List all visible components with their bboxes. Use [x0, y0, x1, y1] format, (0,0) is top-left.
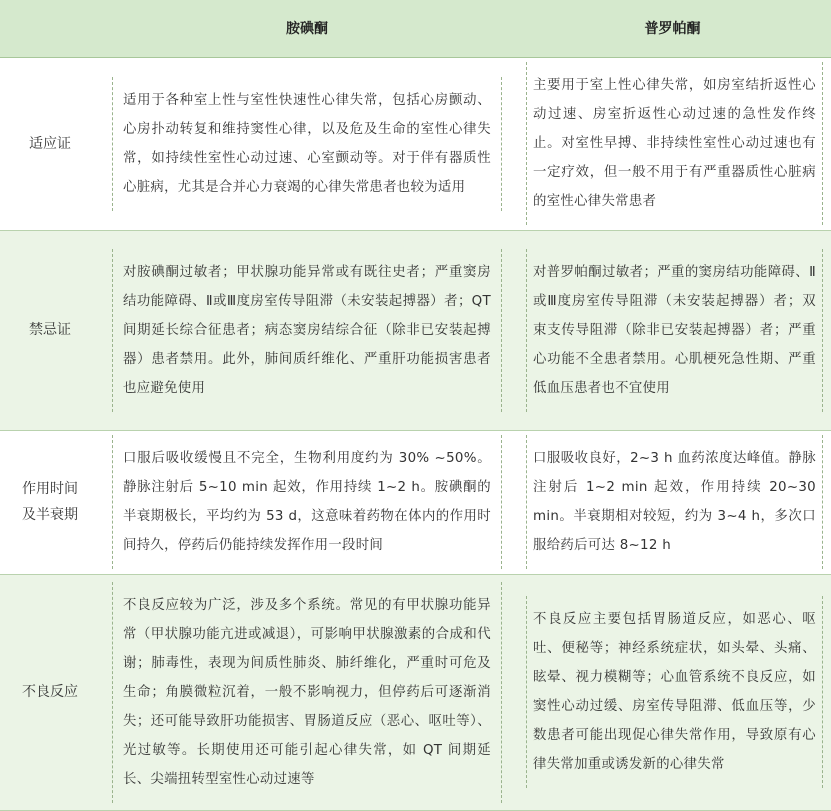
row-label: 适应证	[29, 135, 71, 152]
cell-text: 不良反应主要包括胃肠道反应，如恶心、呕吐、便秘等；神经系统症状，如头晕、头痛、眩晕、视力模糊等；心血管系统不良反应，如窦性心动过缓、房室传导阻滞、低血压等，少数患者可能出现促心律失常作用，导致原有心律失常加重或诱发新的心律失常	[526, 596, 823, 788]
header-drug-a: 胺碘酮	[100, 0, 514, 57]
drug-a-cell	[100, 430, 514, 574]
drug-a-cell	[100, 574, 514, 810]
row-label: 禁忌证	[29, 322, 71, 338]
table-row-indications	[0, 57, 831, 230]
cell-text: 口服吸收良好，2~3 h 血药浓度达峰值。静脉注射后 1~2 min 起效，作用持续 20~30 min。半衰期相对较短，约为 3~4 h，多次口服给药后可达 8~12 h	[526, 435, 823, 569]
drug-b-cell	[514, 230, 831, 430]
header-drug-b: 普罗帕酮	[514, 0, 831, 57]
drug-a-cell	[100, 230, 514, 430]
cell-text: 适用于各种室上性与室性快速性心律失常，包括心房颤动、心房扑动转复和维持窦性心律，以及危及生命的室性心律失常，如持续性室性心动过速、心室颤动等。对于伴有器质性心脏病，尤其是合并心力衰竭的心律失常患者也较为适用	[112, 77, 502, 211]
row-label: 不良反应	[22, 684, 78, 700]
cell-text: 不良反应较为广泛，涉及多个系统。常见的有甲状腺功能异常（甲状腺功能亢进或减退），可影响甲状腺激素的合成和代谢；肺毒性，表现为间质性肺炎、肺纤维化，严重时可危及生命；角膜微粒沉着，一般不影响视力，但停药后可逐渐消失；还可能导致肝功能损害、胃肠道反应（恶心、呕吐等）、光过敏等。长期使用还可能引起心律失常，如 QT 间期延长、尖端扭转型室性心动过速等	[112, 582, 502, 803]
drug-b-cell	[514, 57, 831, 230]
table-row-duration	[0, 430, 831, 574]
drug-b-cell	[514, 430, 831, 574]
table-row-contraindications	[0, 230, 831, 430]
cell-text: 主要用于室上性心律失常，如房室结折返性心动过速、房室折返性心动过速的急性发作终止。对室性早搏、非持续性室性心动过速也有一定疗效，但一般不用于有严重器质性心脏病的室性心律失常患者	[526, 62, 823, 225]
cell-text: 口服后吸收缓慢且不完全，生物利用度约为 30% ~50%。静脉注射后 5~10 min 起效，作用持续 1~2 h。胺碘酮的半衰期极长，平均约为 53 d，这意味着药物在体内的作用时间持久，停药后仍能持续发挥作用一段时间	[112, 435, 502, 569]
table-header-row	[0, 0, 831, 57]
row-label: 作用时间及半衰期	[22, 481, 78, 523]
drug-b-cell	[514, 574, 831, 810]
cell-text: 对胺碘酮过敏者；甲状腺功能异常或有既往史者；严重窦房结功能障碍、Ⅱ或Ⅲ度房室传导阻滞（未安装起搏器）者；QT 间期延长综合征患者；病态窦房结综合征（除非已安装起搏器）患者禁用。此外，肺间质纤维化、严重肝功能损害患者也应避免使用	[112, 249, 502, 412]
table-row-adverse-reactions	[0, 574, 831, 810]
cell-text: 对普罗帕酮过敏者；严重的窦房结功能障碍、Ⅱ或Ⅲ度房室传导阻滞（未安装起搏器）者；双束支传导阻滞（除非已安装起搏器）者；严重心功能不全患者禁用。心肌梗死急性期、严重低血压患者也不宜使用	[526, 249, 823, 412]
drug-a-cell	[100, 57, 514, 230]
header-empty-cell	[0, 0, 100, 57]
